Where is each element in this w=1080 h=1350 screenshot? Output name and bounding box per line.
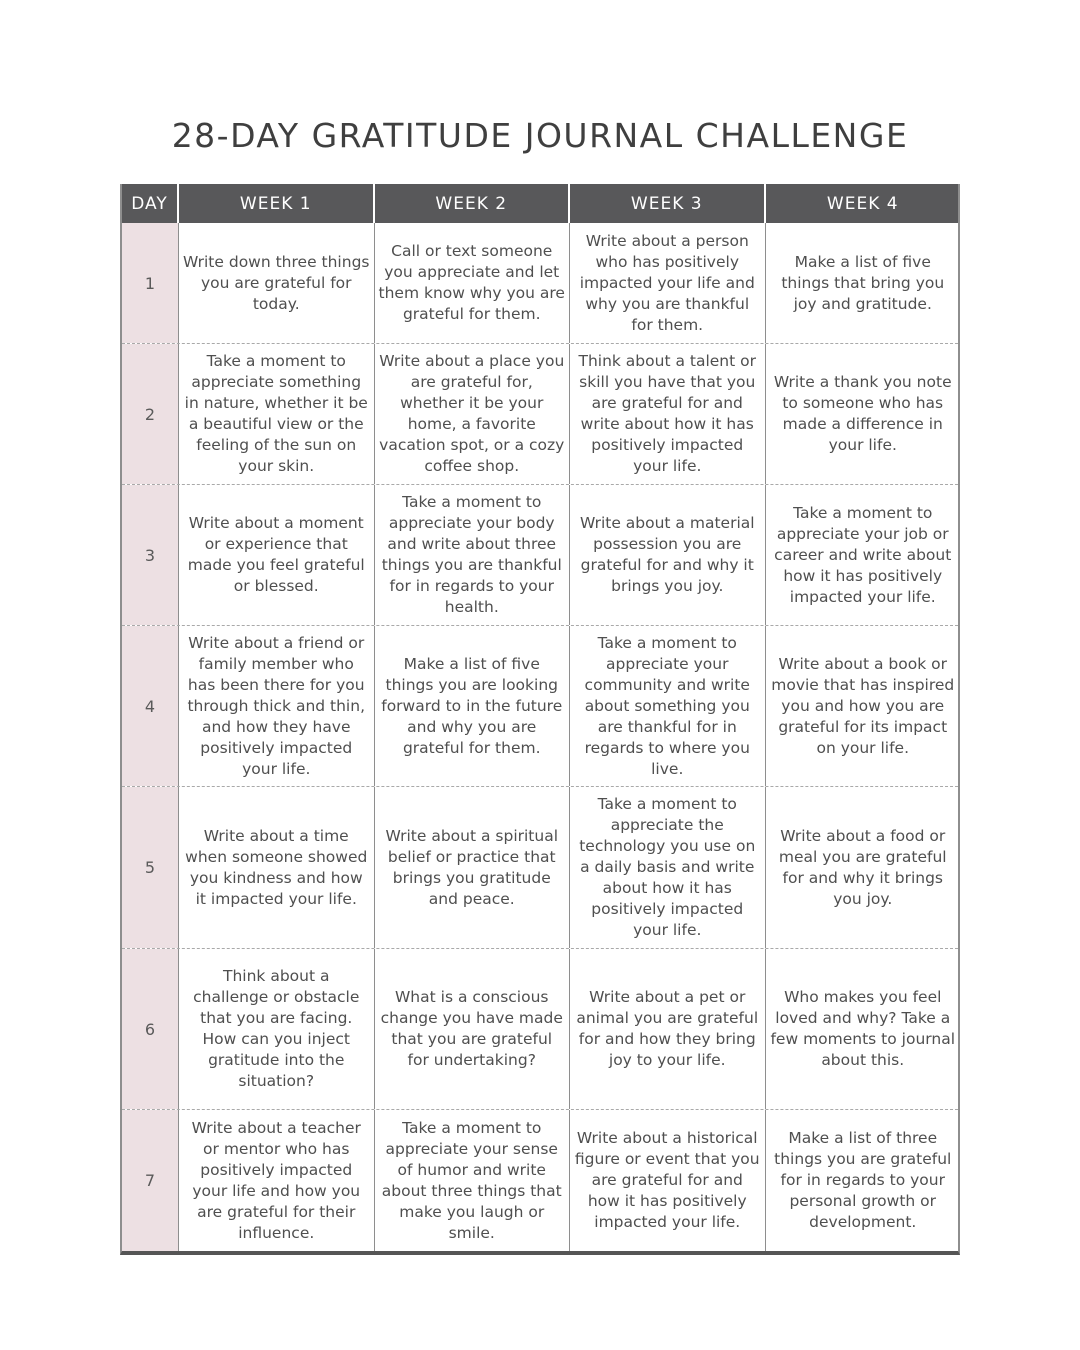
prompt-cell: Who makes you feel loved and why? Take a few moments to journal about this. (770, 988, 956, 1069)
prompt-cell: Take a moment to appreciate your sense of humor and write about three things that make you laugh or smile. (375, 1110, 571, 1251)
prompt-cell: Write about a historical figure or event that you are grateful for and how it has positively impacted your life. (570, 1110, 766, 1251)
prompt-cell: Write about a spiritual belief or practice that brings you gratitude and peace. (375, 787, 571, 948)
prompt-cell: Take a moment to appreciate something in nature, whether it be a beautiful view or the feeling of the sun on your skin. (179, 344, 375, 484)
table-row (122, 485, 958, 626)
prompt-cell: Write about a place you are grateful for, whether it be your home, a favorite vacation spot, or a cozy coffee shop. (375, 344, 571, 484)
page-title: 28-DAY GRATITUDE JOURNAL CHALLENGE (171, 116, 909, 155)
prompt-cell: What is a conscious change you have made that you are grateful for undertaking? (375, 949, 571, 1109)
prompt-cell: Write about a material possession you are grateful for and why it brings you joy. (570, 485, 766, 625)
header-day: DAY (122, 184, 179, 223)
prompt-cell: Write about a time when someone showed you kindness and how it impacted your life. (179, 787, 375, 948)
prompt-cell: Think about a talent or skill you have that you are grateful for and write about how it has positively impacted your life. (570, 344, 766, 484)
header-week-1: WEEK 1 (179, 184, 375, 223)
table-row (122, 626, 958, 787)
prompt-cell: Write about a moment or experience that made you feel grateful or blessed. (179, 485, 375, 625)
prompt-cell: Write down three things you are grateful for today. (179, 223, 375, 343)
table-row (122, 344, 958, 485)
prompt-cell: Write about a food or meal you are grateful for and why it brings you joy. (778, 826, 947, 908)
header-week-3: WEEK 3 (570, 184, 766, 223)
table-row (122, 1110, 958, 1251)
day-number: 3 (122, 485, 179, 625)
prompt-cell: Write about a person who has positively impacted your life and why you are thankful for them. (570, 223, 766, 343)
prompt-cell: Write about a book or movie that has inspired you and how you are grateful for its impact on your life. (771, 654, 955, 757)
challenge-table (120, 184, 960, 1255)
day-number: 5 (122, 787, 179, 948)
prompt-cell: Write about a pet or animal you are grateful for and how they bring joy to your life. (570, 949, 766, 1109)
prompt-cell: Think about a challenge or obstacle that you are facing. How can you inject gratitude into the situation? (179, 949, 375, 1109)
prompt-cell: Take a moment to appreciate your community and write about something you are thankful for in regards to where you live. (570, 626, 766, 786)
day-number: 4 (122, 626, 179, 786)
day-number: 7 (122, 1110, 179, 1251)
prompt-cell: Make a list of five things that bring you joy and gratitude. (781, 252, 945, 313)
prompt-cell: Call or text someone you appreciate and let them know why you are grateful for them. (375, 223, 571, 343)
prompt-cell: Write about a friend or family member who has been there for you through thick and thin, and how they have positively impacted your life. (179, 626, 375, 786)
prompt-cell: Take a moment to appreciate your job or career and write about how it has positively impacted your life. (774, 503, 952, 606)
day-number: 1 (122, 223, 179, 343)
header-week-4: WEEK 4 (826, 193, 899, 214)
table-row (122, 787, 958, 949)
prompt-cell: Write about a teacher or mentor who has positively impacted your life and how you are grateful for their influence. (179, 1110, 375, 1251)
prompt-cell: Write a thank you note to someone who has made a difference in your life. (773, 373, 952, 454)
header-week-2: WEEK 2 (375, 184, 571, 223)
prompt-cell: Take a moment to appreciate the technology you use on a daily basis and write about how it has positively impacted your life. (570, 787, 766, 948)
prompt-cell: Make a list of three things you are grateful for in regards to your personal growth or development. (774, 1129, 952, 1231)
table-row (122, 223, 958, 344)
prompt-cell: Make a list of five things you are looking forward to in the future and why you are grateful for them. (375, 626, 571, 786)
table-row (122, 949, 958, 1110)
prompt-cell: Take a moment to appreciate your body and write about three things you are thankful for in regards to your health. (375, 485, 571, 625)
day-number: 2 (122, 344, 179, 484)
table-header-row (122, 184, 958, 223)
day-number: 6 (122, 949, 179, 1109)
